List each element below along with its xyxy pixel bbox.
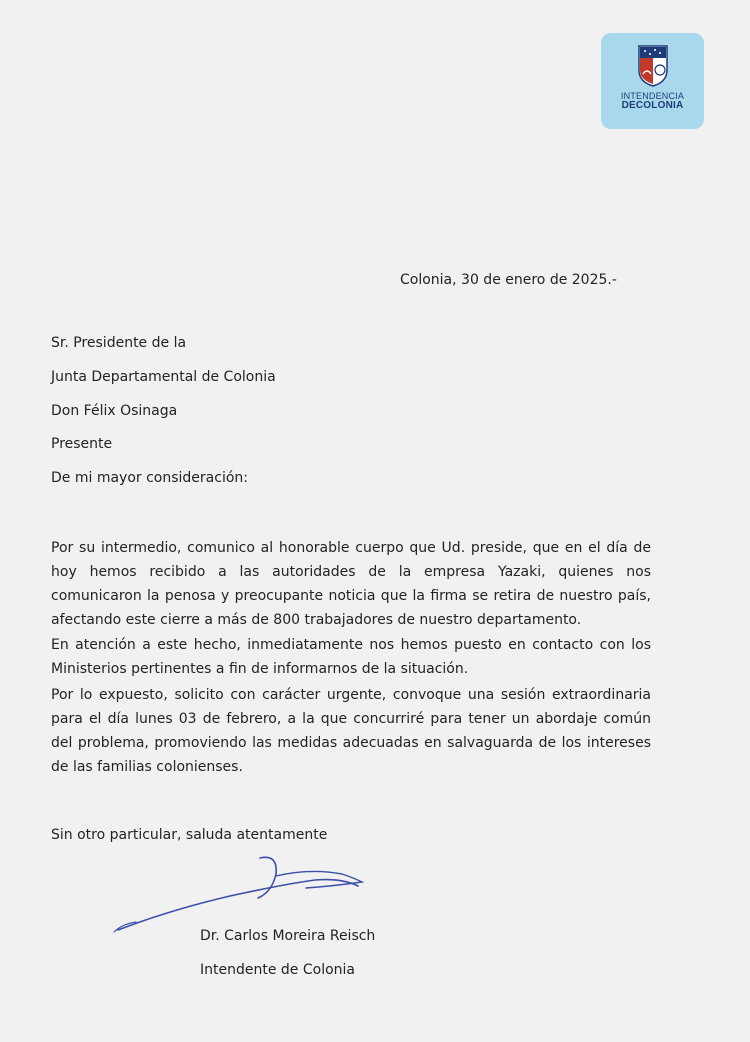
intendencia-logo [601, 33, 704, 129]
recipient-line-4: Presente [51, 436, 113, 452]
recipient-line-1: Sr. Presidente de la [51, 335, 187, 351]
logo-text-intendencia: INTENDENCIA [620, 91, 685, 101]
letter-date: Colonia, 30 de enero de 2025.- [400, 272, 617, 288]
body-paragraph-3: Por lo expuesto, solicito con carácter urgente, convoque una sesión extraordinaria para el día lunes 03 de febrero, a la que concurriré para tener un abordaje común del problema, promoviendo las medidas adecuadas en salvaguarda de los intereses de las familias colonienses. [51, 687, 651, 775]
signer-title: Intendente de Colonia [200, 962, 355, 978]
body-paragraph-2: En atención a este hecho, inmediatamente nos hemos puesto en contacto con los Ministerios pertinentes a fin de informarnos de la situación. [51, 637, 651, 677]
logo-text-colonia: DECOLONIA [621, 100, 684, 111]
greeting: De mi mayor consideración: [51, 470, 248, 486]
recipient-line-3: Don Félix Osinaga [51, 403, 178, 419]
recipient-line-2: Junta Departamental de Colonia [51, 369, 276, 385]
body-paragraph-1: Por su intermedio, comunico al honorable cuerpo que Ud. preside, que en el día de hoy hemos recibido a las autoridades de la empresa Yazaki, quienes nos comunicaron la penosa y preocupante noticia que la firma se retira de nuestro país, afectando este cierre a más de 800 trabajadores de nuestro departamento. [51, 540, 651, 628]
signer-name: Dr. Carlos Moreira Reisch [200, 928, 376, 944]
closing: Sin otro particular, saluda atentamente [51, 827, 328, 843]
coat-of-arms-icon [637, 44, 669, 88]
